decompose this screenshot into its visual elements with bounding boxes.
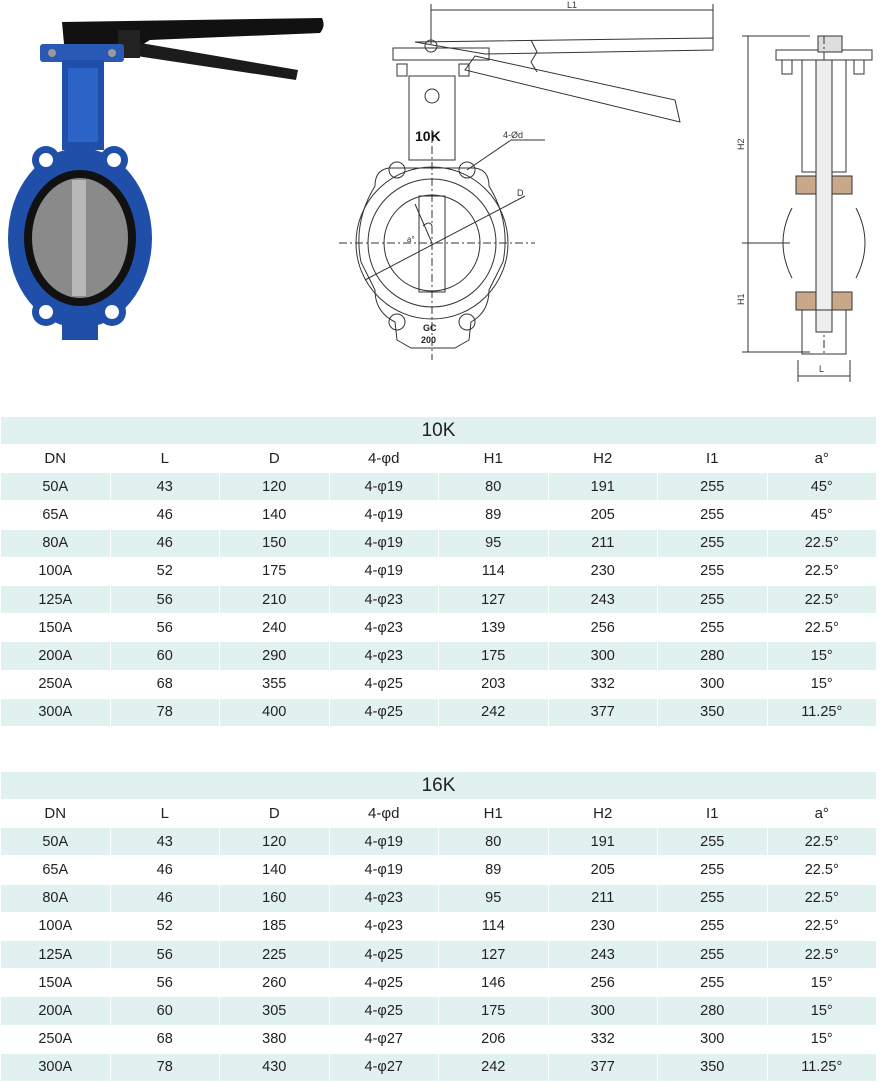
spec-table-16k-body bbox=[1, 772, 876, 1081]
table-cell: 114 bbox=[439, 558, 548, 585]
table-cell: 22.5° bbox=[768, 586, 877, 613]
dim-label-h1: H1 bbox=[736, 293, 746, 305]
table-cell: 15° bbox=[768, 997, 877, 1024]
table-cell: 127 bbox=[439, 586, 548, 613]
column-header: a° bbox=[768, 445, 877, 472]
table-cell: 127 bbox=[439, 941, 548, 968]
table-cell: 120 bbox=[220, 473, 329, 500]
table-row bbox=[1, 530, 876, 557]
table-cell: 65A bbox=[1, 856, 110, 883]
table-cell: 205 bbox=[549, 501, 658, 528]
dim-label-bolt-holes: 4-Ød bbox=[503, 130, 524, 140]
table-cell: 240 bbox=[220, 614, 329, 641]
table-cell: 175 bbox=[439, 997, 548, 1024]
table-cell: 4-φ23 bbox=[330, 586, 439, 613]
table-cell: 150A bbox=[1, 614, 110, 641]
table-cell: 139 bbox=[439, 614, 548, 641]
table-cell: 4-φ25 bbox=[330, 941, 439, 968]
table-cell: 11.25° bbox=[768, 699, 877, 726]
table-cell: 15° bbox=[768, 671, 877, 698]
table-cell: 100A bbox=[1, 913, 110, 940]
table-cell: 350 bbox=[658, 1054, 767, 1081]
table-cell: 300 bbox=[658, 671, 767, 698]
table-cell: 400 bbox=[220, 699, 329, 726]
table-cell: 4-φ19 bbox=[330, 530, 439, 557]
table-cell: 52 bbox=[111, 913, 220, 940]
table-cell: 43 bbox=[111, 473, 220, 500]
table-row bbox=[1, 997, 876, 1024]
table-cell: 175 bbox=[220, 558, 329, 585]
column-header: a° bbox=[768, 800, 877, 827]
table-cell: 255 bbox=[658, 501, 767, 528]
table-cell: 203 bbox=[439, 671, 548, 698]
table-cell: 300 bbox=[658, 1026, 767, 1053]
table-cell: 4-φ19 bbox=[330, 558, 439, 585]
table-cell: 4-φ25 bbox=[330, 969, 439, 996]
table-cell: 125A bbox=[1, 586, 110, 613]
table-cell: 250A bbox=[1, 1026, 110, 1053]
table-cell: 230 bbox=[549, 558, 658, 585]
table-cell: 4-φ23 bbox=[330, 913, 439, 940]
table-cell: 243 bbox=[549, 941, 658, 968]
table-cell: 120 bbox=[220, 828, 329, 855]
table-cell: 230 bbox=[549, 913, 658, 940]
table-row bbox=[1, 671, 876, 698]
table-cell: 80A bbox=[1, 885, 110, 912]
figures-area bbox=[0, 0, 880, 400]
table-cell: 191 bbox=[549, 473, 658, 500]
table-cell: 225 bbox=[220, 941, 329, 968]
table-cell: 260 bbox=[220, 969, 329, 996]
table-16k-header-row bbox=[1, 800, 876, 827]
table-cell: 200A bbox=[1, 642, 110, 669]
table-cell: 46 bbox=[111, 530, 220, 557]
table-cell: 22.5° bbox=[768, 558, 877, 585]
table-cell: 46 bbox=[111, 885, 220, 912]
table-cell: 60 bbox=[111, 997, 220, 1024]
table-row bbox=[1, 856, 876, 883]
table-cell: 4-φ25 bbox=[330, 699, 439, 726]
table-cell: 95 bbox=[439, 885, 548, 912]
table-row bbox=[1, 642, 876, 669]
table-row bbox=[1, 1026, 876, 1053]
table-cell: 210 bbox=[220, 586, 329, 613]
table-cell: 80 bbox=[439, 473, 548, 500]
table-row bbox=[1, 699, 876, 726]
column-header: L bbox=[111, 800, 220, 827]
column-header: H2 bbox=[549, 800, 658, 827]
body-mark-line2: 200 bbox=[421, 335, 437, 345]
table-cell: 191 bbox=[549, 828, 658, 855]
table-16k-title: 16K bbox=[1, 772, 876, 799]
table-cell: 140 bbox=[220, 856, 329, 883]
table-cell: 242 bbox=[439, 1054, 548, 1081]
table-cell: 255 bbox=[658, 586, 767, 613]
table-cell: 4-φ23 bbox=[330, 885, 439, 912]
table-cell: 200A bbox=[1, 997, 110, 1024]
table-cell: 255 bbox=[658, 941, 767, 968]
table-cell: 280 bbox=[658, 997, 767, 1024]
side-view-drawing bbox=[730, 0, 880, 400]
table-cell: 45° bbox=[768, 473, 877, 500]
table-cell: 255 bbox=[658, 856, 767, 883]
table-cell: 68 bbox=[111, 1026, 220, 1053]
table-row bbox=[1, 586, 876, 613]
table-cell: 255 bbox=[658, 614, 767, 641]
table-cell: 56 bbox=[111, 941, 220, 968]
table-cell: 4-φ19 bbox=[330, 473, 439, 500]
table-cell: 300 bbox=[549, 642, 658, 669]
spec-table-16k bbox=[0, 771, 877, 1082]
table-cell: 300A bbox=[1, 1054, 110, 1081]
body-mark-line1: GC bbox=[423, 323, 437, 333]
table-16k-title-row bbox=[1, 772, 876, 799]
dim-label-d: D bbox=[517, 188, 524, 198]
table-cell: 80A bbox=[1, 530, 110, 557]
table-cell: 160 bbox=[220, 885, 329, 912]
table-cell: 11.25° bbox=[768, 1054, 877, 1081]
table-cell: 300A bbox=[1, 699, 110, 726]
table-cell: 56 bbox=[111, 969, 220, 996]
valve-photo bbox=[0, 0, 340, 400]
table-cell: 332 bbox=[549, 1026, 658, 1053]
table-row bbox=[1, 828, 876, 855]
table-cell: 206 bbox=[439, 1026, 548, 1053]
table-cell: 78 bbox=[111, 1054, 220, 1081]
table-cell: 377 bbox=[549, 699, 658, 726]
table-cell: 4-φ19 bbox=[330, 501, 439, 528]
table-cell: 22.5° bbox=[768, 856, 877, 883]
table-row bbox=[1, 969, 876, 996]
table-cell: 22.5° bbox=[768, 530, 877, 557]
class-mark: 10K bbox=[415, 128, 441, 144]
table-cell: 15° bbox=[768, 1026, 877, 1053]
table-cell: 80 bbox=[439, 828, 548, 855]
table-cell: 255 bbox=[658, 885, 767, 912]
column-header: H1 bbox=[439, 800, 548, 827]
table-cell: 255 bbox=[658, 473, 767, 500]
table-cell: 205 bbox=[549, 856, 658, 883]
column-header: DN bbox=[1, 800, 110, 827]
table-cell: 150A bbox=[1, 969, 110, 996]
table-cell: 65A bbox=[1, 501, 110, 528]
front-view-drawing bbox=[335, 0, 735, 400]
table-cell: 4-φ25 bbox=[330, 671, 439, 698]
dim-label-h2: H2 bbox=[736, 138, 746, 150]
dim-label-l1: L1 bbox=[567, 0, 578, 10]
table-cell: 15° bbox=[768, 969, 877, 996]
table-cell: 211 bbox=[549, 530, 658, 557]
table-cell: 22.5° bbox=[768, 828, 877, 855]
dim-label-l: L bbox=[819, 364, 825, 374]
table-cell: 243 bbox=[549, 586, 658, 613]
table-row bbox=[1, 885, 876, 912]
table-cell: 60 bbox=[111, 642, 220, 669]
table-cell: 256 bbox=[549, 969, 658, 996]
table-row bbox=[1, 1054, 876, 1081]
table-cell: 377 bbox=[549, 1054, 658, 1081]
table-cell: 125A bbox=[1, 941, 110, 968]
table-row bbox=[1, 614, 876, 641]
table-cell: 355 bbox=[220, 671, 329, 698]
table-cell: 250A bbox=[1, 671, 110, 698]
table-cell: 4-φ19 bbox=[330, 856, 439, 883]
table-row bbox=[1, 941, 876, 968]
table-cell: 68 bbox=[111, 671, 220, 698]
table-cell: 52 bbox=[111, 558, 220, 585]
table-cell: 255 bbox=[658, 828, 767, 855]
table-cell: 43 bbox=[111, 828, 220, 855]
column-header: I1 bbox=[658, 445, 767, 472]
table-cell: 290 bbox=[220, 642, 329, 669]
table-cell: 280 bbox=[658, 642, 767, 669]
table-row bbox=[1, 913, 876, 940]
table-cell: 89 bbox=[439, 856, 548, 883]
table-10k-title-row bbox=[1, 417, 876, 444]
table-10k-title: 10K bbox=[1, 417, 876, 444]
table-cell: 22.5° bbox=[768, 885, 877, 912]
table-row bbox=[1, 473, 876, 500]
table-cell: 255 bbox=[658, 558, 767, 585]
spec-table-10k-body bbox=[1, 417, 876, 726]
table-cell: 4-φ23 bbox=[330, 642, 439, 669]
column-header: 4-φd bbox=[330, 800, 439, 827]
table-cell: 4-φ25 bbox=[330, 997, 439, 1024]
table-10k-header-row bbox=[1, 445, 876, 472]
table-cell: 332 bbox=[549, 671, 658, 698]
table-cell: 56 bbox=[111, 614, 220, 641]
table-cell: 255 bbox=[658, 530, 767, 557]
table-cell: 4-φ19 bbox=[330, 828, 439, 855]
table-cell: 255 bbox=[658, 969, 767, 996]
spec-table-10k bbox=[0, 416, 877, 727]
table-cell: 305 bbox=[220, 997, 329, 1024]
table-cell: 185 bbox=[220, 913, 329, 940]
table-cell: 4-φ27 bbox=[330, 1054, 439, 1081]
table-cell: 114 bbox=[439, 913, 548, 940]
table-cell: 175 bbox=[439, 642, 548, 669]
dim-label-angle: a° bbox=[407, 235, 415, 244]
table-cell: 22.5° bbox=[768, 941, 877, 968]
table-cell: 95 bbox=[439, 530, 548, 557]
table-cell: 22.5° bbox=[768, 913, 877, 940]
column-header: H1 bbox=[439, 445, 548, 472]
table-cell: 300 bbox=[549, 997, 658, 1024]
table-cell: 56 bbox=[111, 586, 220, 613]
table-cell: 4-φ23 bbox=[330, 614, 439, 641]
table-cell: 45° bbox=[768, 501, 877, 528]
table-cell: 150 bbox=[220, 530, 329, 557]
table-cell: 256 bbox=[549, 614, 658, 641]
table-cell: 50A bbox=[1, 828, 110, 855]
column-header: L bbox=[111, 445, 220, 472]
table-cell: 211 bbox=[549, 885, 658, 912]
table-cell: 146 bbox=[439, 969, 548, 996]
table-cell: 380 bbox=[220, 1026, 329, 1053]
table-cell: 22.5° bbox=[768, 614, 877, 641]
column-header: D bbox=[220, 800, 329, 827]
table-row bbox=[1, 558, 876, 585]
table-cell: 242 bbox=[439, 699, 548, 726]
table-cell: 140 bbox=[220, 501, 329, 528]
column-header: I1 bbox=[658, 800, 767, 827]
table-cell: 100A bbox=[1, 558, 110, 585]
column-header: H2 bbox=[549, 445, 658, 472]
table-cell: 350 bbox=[658, 699, 767, 726]
column-header: DN bbox=[1, 445, 110, 472]
table-cell: 15° bbox=[768, 642, 877, 669]
table-cell: 89 bbox=[439, 501, 548, 528]
table-cell: 50A bbox=[1, 473, 110, 500]
column-header: 4-φd bbox=[330, 445, 439, 472]
column-header: D bbox=[220, 445, 329, 472]
table-cell: 78 bbox=[111, 699, 220, 726]
table-cell: 430 bbox=[220, 1054, 329, 1081]
table-cell: 4-φ27 bbox=[330, 1026, 439, 1053]
table-row bbox=[1, 501, 876, 528]
table-cell: 46 bbox=[111, 501, 220, 528]
table-cell: 46 bbox=[111, 856, 220, 883]
table-cell: 255 bbox=[658, 913, 767, 940]
